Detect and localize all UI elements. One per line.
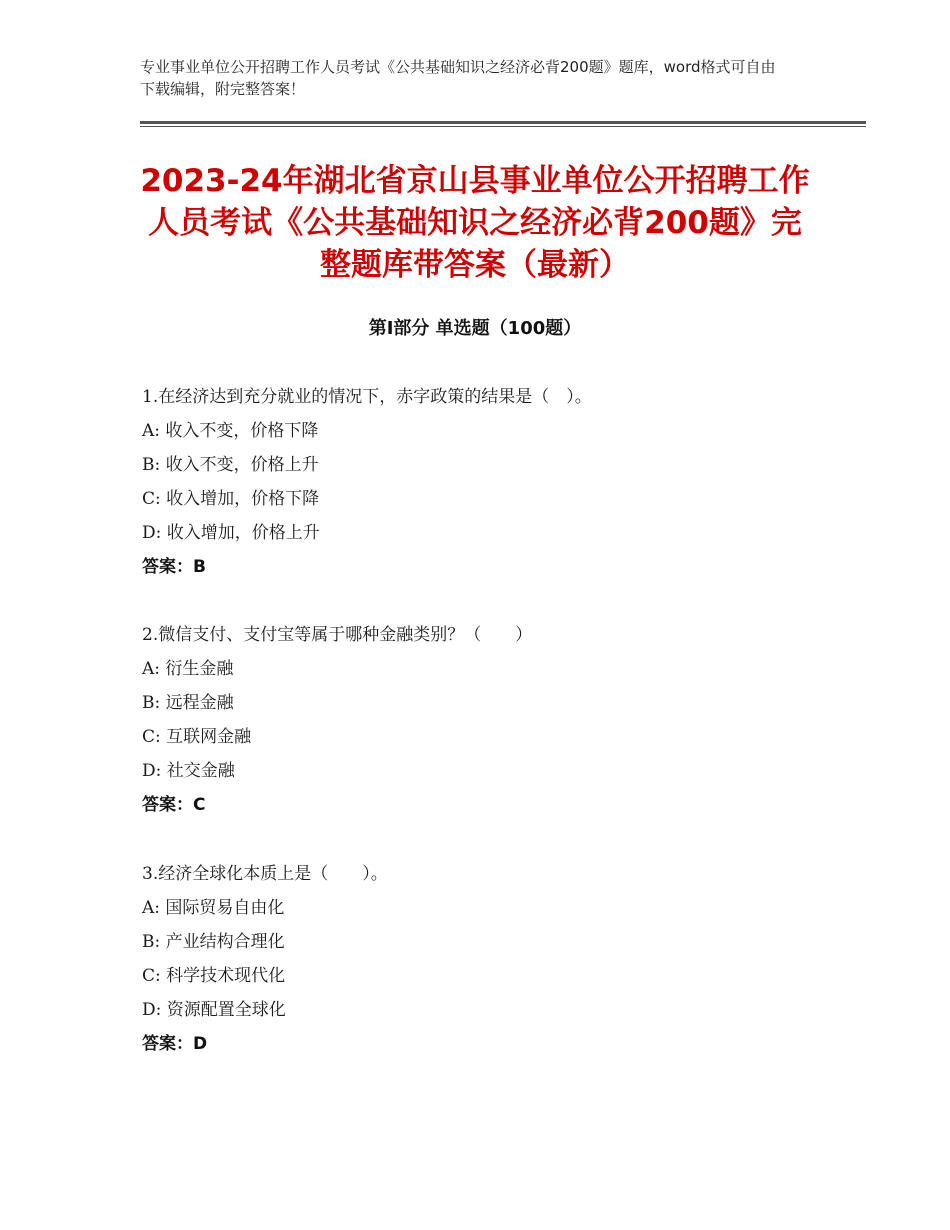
header-divider-thick bbox=[140, 121, 866, 124]
option-b: B: 收入不变，价格上升 bbox=[142, 455, 319, 475]
option-c: C: 科学技术现代化 bbox=[142, 966, 286, 986]
option-a: A: 收入不变，价格下降 bbox=[142, 421, 319, 441]
answer: 答案：C bbox=[142, 795, 206, 815]
option-d: D: 社交金融 bbox=[142, 761, 235, 781]
option-b: B: 产业结构合理化 bbox=[142, 932, 285, 952]
option-a: A: 衍生金融 bbox=[142, 659, 234, 679]
header-divider-thin bbox=[140, 126, 866, 127]
option-c: C: 收入增加，价格下降 bbox=[142, 489, 320, 509]
question-stem: 2.微信支付、支付宝等属于哪种金融类别？（ ） bbox=[142, 625, 533, 645]
question-stem: 1.在经济达到充分就业的情况下，赤字政策的结果是（ ）。 bbox=[142, 387, 592, 407]
section-title: 第I部分 单选题（100题） bbox=[368, 318, 582, 339]
question-3 bbox=[142, 857, 862, 1061]
answer: 答案：B bbox=[142, 557, 206, 577]
question-2 bbox=[142, 618, 862, 822]
option-a: A: 国际贸易自由化 bbox=[142, 898, 285, 918]
option-c: C: 互联网金融 bbox=[142, 727, 252, 747]
header-note: 专业事业单位公开招聘工作人员考试《公共基础知识之经济必背200题》题库，word格式可自由下载编辑，附完整答案！ bbox=[140, 58, 776, 98]
answer: 答案：D bbox=[142, 1034, 208, 1054]
question-stem: 3.经济全球化本质上是（ ）。 bbox=[142, 864, 388, 884]
option-d: D: 收入增加，价格上升 bbox=[142, 523, 320, 543]
question-1 bbox=[142, 380, 862, 584]
option-d: D: 资源配置全球化 bbox=[142, 1000, 286, 1020]
document-title: 2023-24年湖北省京山县事业单位公开招聘工作人员考试《公共基础知识之经济必背200题》完整题库带答案（最新） bbox=[140, 163, 810, 283]
option-b: B: 远程金融 bbox=[142, 693, 234, 713]
